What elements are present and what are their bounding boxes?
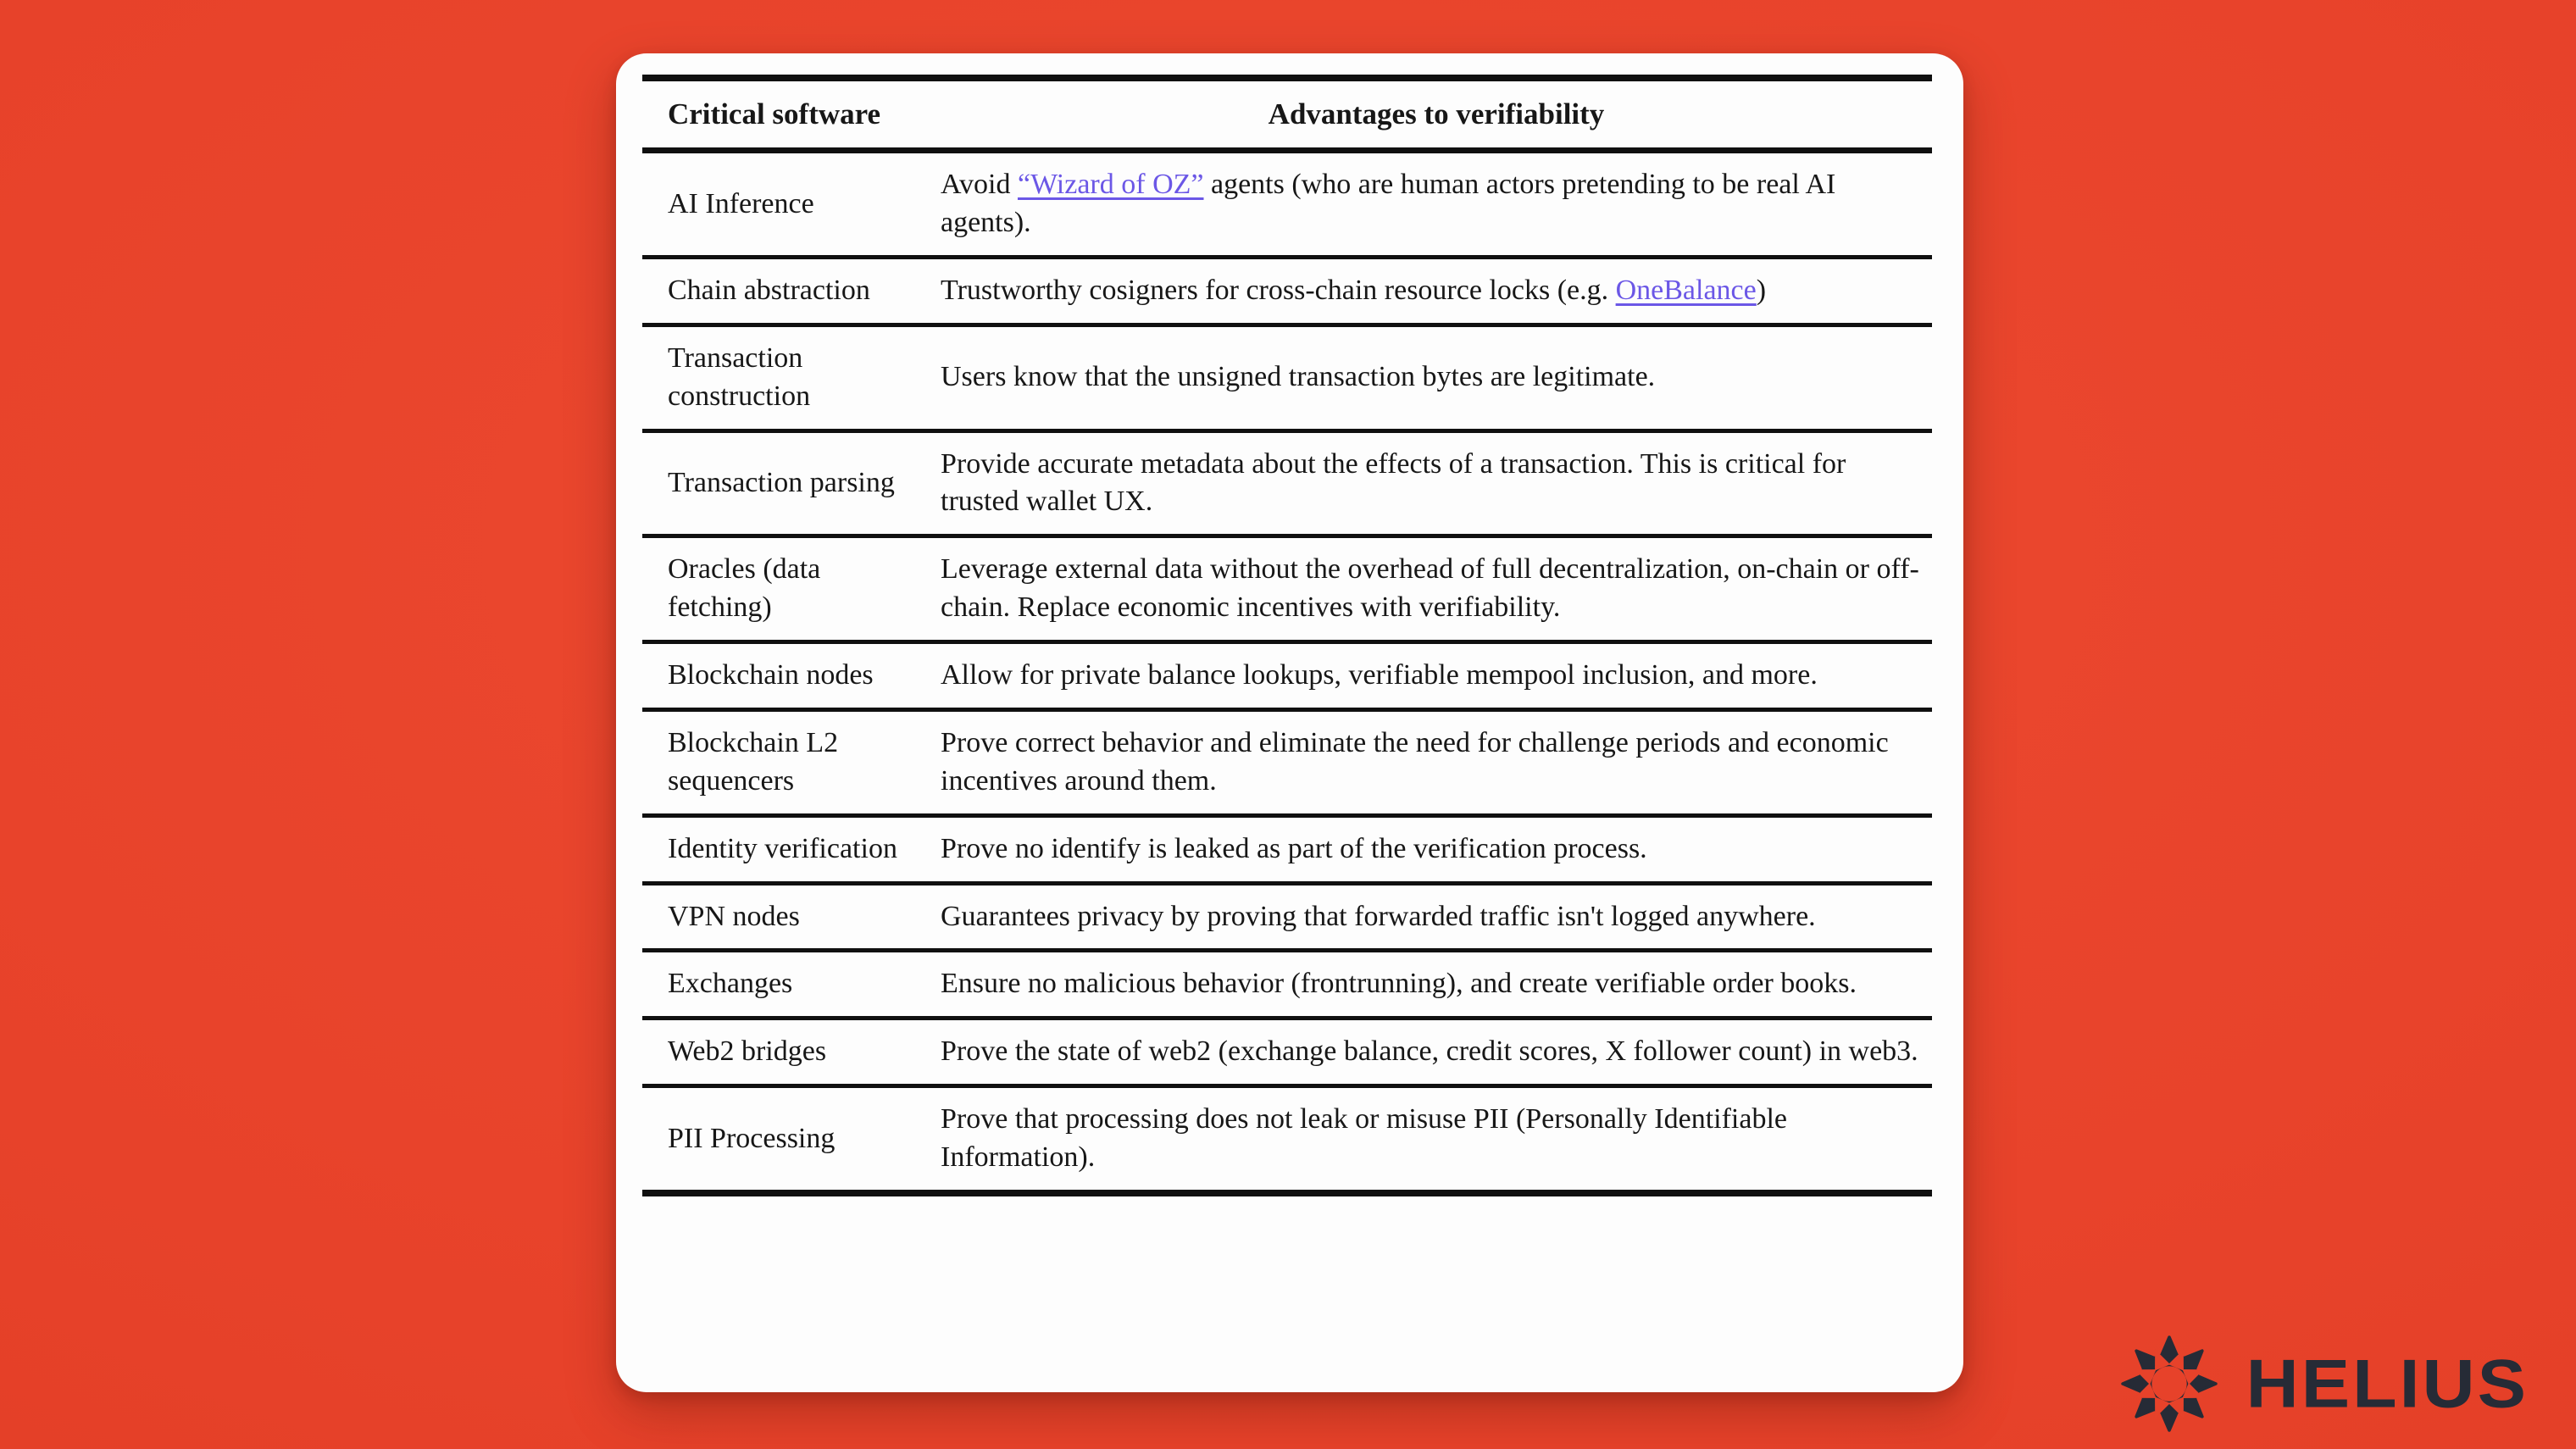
table-row: [642, 257, 1932, 325]
advantage-cell: [941, 951, 1932, 1019]
table-row: [642, 1086, 1932, 1193]
advantage-text: Prove correct behavior and eliminate the need for challenge periods and economic incentives around them.: [941, 726, 1889, 797]
helius-logo: [2118, 1332, 2529, 1435]
table-row: [642, 1019, 1932, 1086]
table-header: [642, 78, 1932, 151]
table-row: [642, 430, 1932, 536]
advantage-text: Avoid: [941, 169, 1018, 201]
advantage-cell: [941, 430, 1932, 536]
advantage-text: Users know that the unsigned transaction bytes are legitimate.: [941, 361, 1656, 393]
advantage-cell: [941, 883, 1932, 951]
software-cell: AI Inference: [668, 187, 814, 219]
advantage-link[interactable]: OneBalance: [1615, 274, 1757, 306]
table-row: [642, 951, 1932, 1019]
advantage-cell: [941, 325, 1932, 430]
software-cell: PII Processing: [642, 1086, 941, 1193]
table-row: [642, 325, 1932, 430]
helius-wordmark: HELIUS: [2246, 1345, 2529, 1423]
advantage-cell: [941, 815, 1932, 883]
advantage-text: agents (who are human actors pretending to be real AI agents).: [941, 169, 1836, 239]
software-cell: Identity verification: [642, 815, 941, 883]
advantage-text: Prove that processing does not leak or misuse PII (Personally Identifiable Information).: [941, 1103, 1787, 1174]
advantage-text: Guarantees privacy by proving that forwarded traffic isn't logged anywhere.: [941, 900, 1816, 932]
advantage-text: Leverage external data without the overhead of full decentralization, on-chain or off-chain. Replace economic incentives with verifiability.: [941, 553, 1919, 624]
table-row: [642, 709, 1932, 815]
header-critical-software: Critical software: [642, 78, 941, 151]
advantage-cell: [941, 536, 1932, 642]
software-cell: Blockchain L2 sequencers: [642, 709, 941, 815]
software-cell: Blockchain nodes: [642, 642, 941, 710]
software-cell: Chain abstraction: [642, 257, 941, 325]
advantage-link[interactable]: “Wizard of OZ”: [1017, 169, 1204, 201]
advantage-cell: [941, 257, 1932, 325]
advantage-text: Prove the state of web2 (exchange balance, credit scores, X follower count) in web3.: [941, 1035, 1918, 1068]
helius-sun-icon: [2118, 1332, 2221, 1435]
advantage-text: ): [1756, 274, 1767, 306]
table-card: [616, 53, 1963, 1392]
advantage-text: Provide accurate metadata about the effects of a transaction. This is critical for trusted wallet UX.: [941, 447, 1846, 518]
software-cell: VPN nodes: [642, 883, 941, 951]
software-cell: Transaction construction: [642, 325, 941, 430]
software-cell: Web2 bridges: [642, 1019, 941, 1086]
table-body: [642, 151, 1932, 1193]
header-row: [642, 78, 1932, 151]
table-row: [642, 151, 1932, 258]
advantage-text: Allow for private balance lookups, verifiable mempool inclusion, and more.: [941, 659, 1818, 691]
table-row: [642, 536, 1932, 642]
advantage-cell: [941, 709, 1932, 815]
table-row: [642, 642, 1932, 710]
advantage-cell: [941, 1086, 1932, 1193]
table-row: [642, 815, 1932, 883]
software-cell: Oracles (data fetching): [642, 536, 941, 642]
advantage-cell: [941, 1019, 1932, 1086]
header-advantages: Advantages to verifiability: [941, 78, 1932, 151]
software-cell: Transaction parsing: [642, 430, 941, 536]
advantages-table: [642, 75, 1932, 1196]
software-cell: Exchanges: [642, 951, 941, 1019]
advantage-cell: [941, 151, 1932, 258]
advantage-text: Ensure no malicious behavior (frontrunning), and create verifiable order books.: [941, 968, 1857, 1000]
table-row: [642, 883, 1932, 951]
advantage-text: Prove no identify is leaked as part of the verification process.: [941, 832, 1647, 864]
advantage-cell: [941, 642, 1932, 710]
advantage-text: Trustworthy cosigners for cross-chain resource locks (e.g.: [941, 274, 1616, 306]
